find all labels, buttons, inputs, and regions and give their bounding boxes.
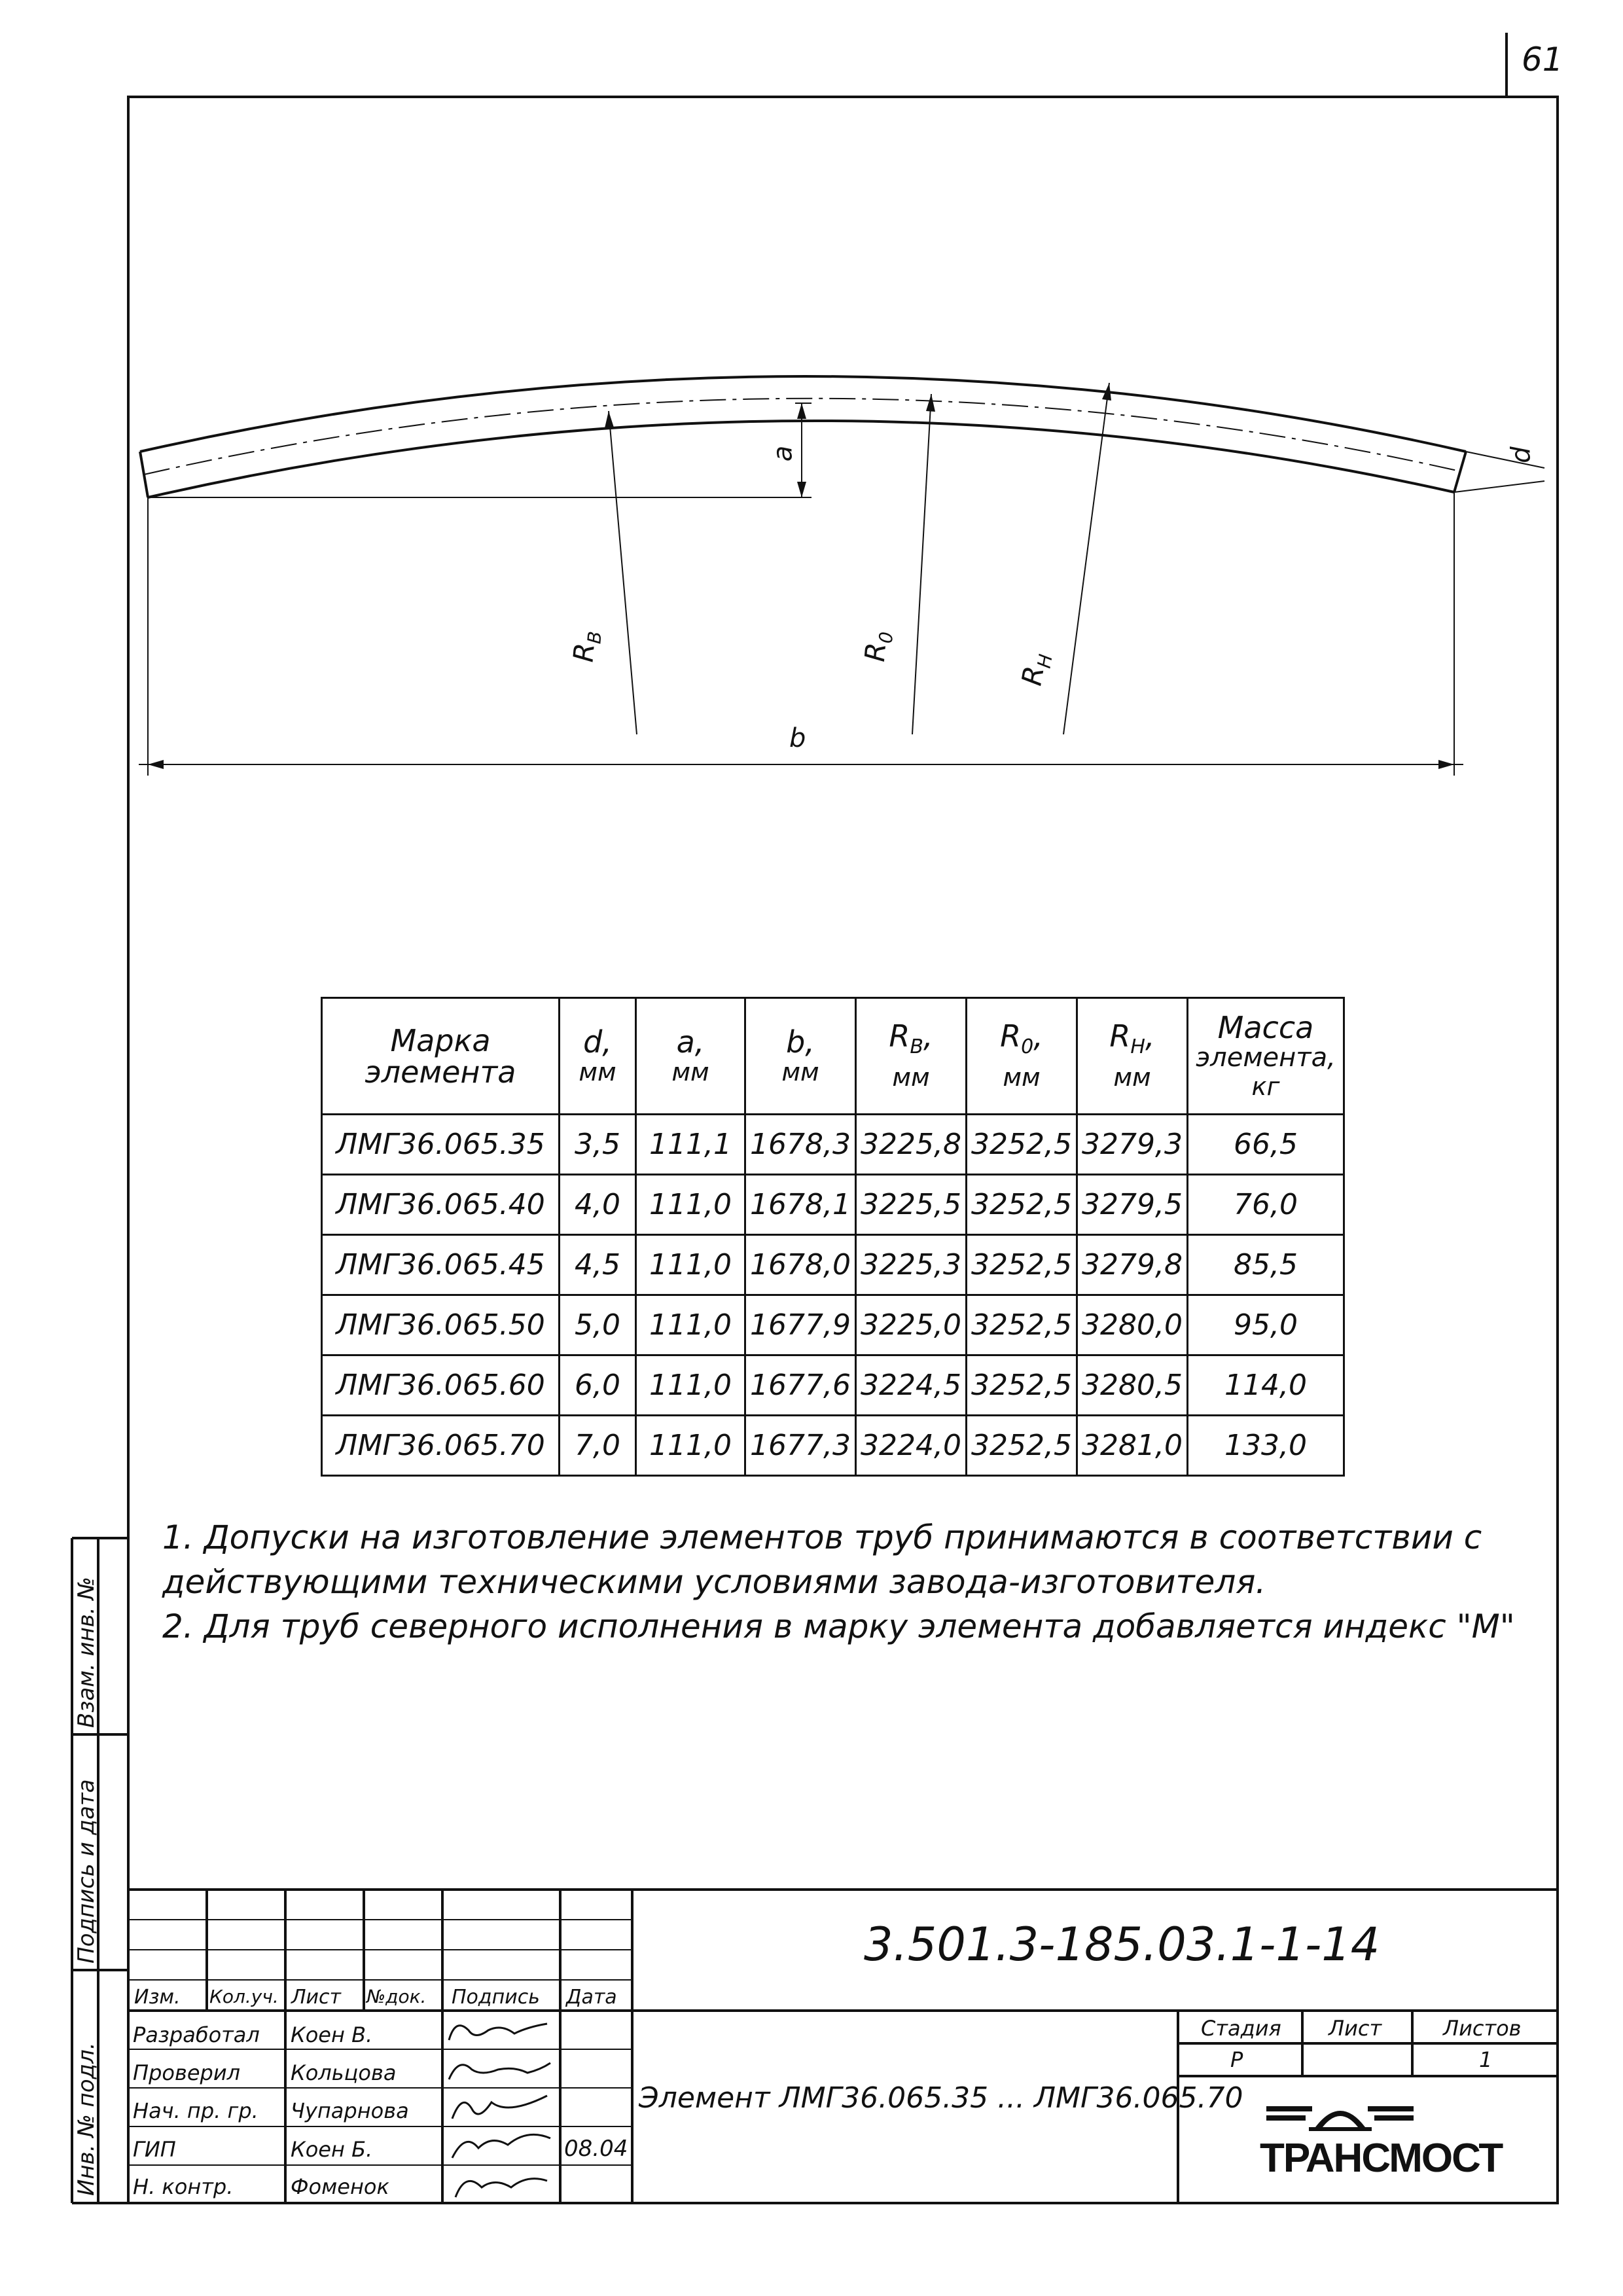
cell-d: 3,5 xyxy=(560,1115,636,1175)
signatures xyxy=(442,2011,560,2203)
header-b xyxy=(745,998,856,1115)
cell-mark: ЛМГ36.065.40 xyxy=(322,1175,560,1235)
cell-a: 111,0 xyxy=(636,1416,745,1476)
cell-rn: 3280,5 xyxy=(1077,1355,1188,1416)
radius-label-r0-sub: 0 xyxy=(874,630,898,645)
col-header-data: Дата xyxy=(566,1986,617,2009)
radius-label-rn-sub: Н xyxy=(1033,653,1057,670)
header-d-main: d, xyxy=(583,1024,612,1060)
cell-b: 1678,0 xyxy=(745,1235,856,1295)
header-rv-main xyxy=(857,1020,965,1063)
element-title: Элемент ЛМГ36.065.35 ... ЛМГ36.065.70 xyxy=(639,2081,1243,2115)
radius-label-r0 xyxy=(859,630,897,664)
col-header-koluch: Кол.уч. xyxy=(209,1986,279,2007)
table-row xyxy=(322,1416,1344,1476)
note-line-3: 2. Для труб северного исполнения в марку элемента добавляется индекс "М" xyxy=(162,1607,1515,1645)
name-proveril: Кольцова xyxy=(291,2060,397,2085)
header-r0-comma: , xyxy=(1033,1018,1043,1054)
radius-label-rn xyxy=(1015,650,1056,689)
cell-a: 111,0 xyxy=(636,1355,745,1416)
table-row xyxy=(322,1175,1344,1235)
cell-a: 111,0 xyxy=(636,1235,745,1295)
table-row xyxy=(322,1115,1344,1175)
cell-rv: 3224,0 xyxy=(856,1416,967,1476)
side-label-podpis-data: Подпись и дата xyxy=(73,1779,99,1964)
header-rn-unit: мм xyxy=(1113,1063,1151,1092)
cell-rv: 3224,5 xyxy=(856,1355,967,1416)
cell-mark: ЛМГ36.065.50 xyxy=(322,1295,560,1355)
stage-label: Стадия xyxy=(1201,2016,1281,2041)
cell-d: 5,0 xyxy=(560,1295,636,1355)
cell-rn: 3280,0 xyxy=(1077,1295,1188,1355)
cell-mass: 85,5 xyxy=(1188,1235,1344,1295)
header-mark-line2: элемента xyxy=(365,1054,516,1090)
header-rn-letter: R xyxy=(1109,1018,1131,1054)
header-mass-line2: элемента, xyxy=(1196,1042,1336,1073)
signature-4 xyxy=(452,2134,550,2158)
sheet-label: Лист xyxy=(1329,2016,1382,2041)
cell-rn: 3281,0 xyxy=(1077,1416,1188,1476)
radius-label-rv-sub: В xyxy=(583,630,606,645)
header-a-main: a, xyxy=(676,1024,705,1060)
document-code: 3.501.3-185.03.1-1-14 xyxy=(864,1918,1380,1971)
col-header-izm: Изм. xyxy=(134,1986,181,2009)
col-header-ndok: №док. xyxy=(366,1986,427,2007)
dimensions xyxy=(139,383,1544,776)
header-rv xyxy=(856,998,967,1115)
cell-d: 6,0 xyxy=(560,1355,636,1416)
side-label-vzam-inv: Взам. инв. № xyxy=(73,1577,99,1728)
role-nach-pr-gr: Нач. пр. гр. xyxy=(133,2098,259,2123)
header-mass-unit: кг xyxy=(1251,1071,1280,1101)
table-row xyxy=(322,1235,1344,1295)
cell-a: 111,1 xyxy=(636,1115,745,1175)
header-mark-line1: Марка xyxy=(390,1022,491,1058)
cell-rv: 3225,3 xyxy=(856,1235,967,1295)
cell-r0: 3252,5 xyxy=(967,1295,1077,1355)
header-rv-sub: В xyxy=(910,1035,923,1059)
role-proveril: Проверил xyxy=(133,2060,241,2085)
header-b-main: b, xyxy=(786,1024,815,1060)
note-line-2: действующими техническими условиями завода-изготовителя. xyxy=(162,1563,1266,1601)
cell-rn: 3279,5 xyxy=(1077,1175,1188,1235)
cell-mark: ЛМГ36.065.60 xyxy=(322,1355,560,1416)
cell-mass: 114,0 xyxy=(1188,1355,1344,1416)
signature-1 xyxy=(449,2024,547,2040)
sheet-number: 61 xyxy=(1522,41,1563,79)
dim-label-d: d xyxy=(1506,446,1537,463)
side-label-inv-podl: Инв. № подл. xyxy=(73,2042,99,2196)
name-nach-pr-gr: Чупарнова xyxy=(291,2098,409,2123)
header-b-unit: мм xyxy=(781,1057,819,1086)
sheets-label: Листов xyxy=(1443,2016,1522,2041)
role-gip: ГИП xyxy=(133,2137,176,2162)
note-line-1: 1. Допуски на изготовление элементов труб принимаются в соответствии с xyxy=(162,1518,1482,1556)
radius-label-rn-main: R xyxy=(1015,663,1050,689)
cell-d: 4,5 xyxy=(560,1235,636,1295)
cell-a: 111,0 xyxy=(636,1295,745,1355)
cell-d: 7,0 xyxy=(560,1416,636,1476)
date-gip: 08.04 xyxy=(564,2136,628,2162)
role-n-kontr: Н. контр. xyxy=(133,2174,234,2199)
name-gip: Коен Б. xyxy=(291,2137,373,2162)
cell-mass: 66,5 xyxy=(1188,1115,1344,1175)
header-mass xyxy=(1188,998,1344,1115)
table-header-row xyxy=(322,998,1344,1115)
cell-r0: 3252,5 xyxy=(967,1115,1077,1175)
header-d xyxy=(560,998,636,1115)
header-r0 xyxy=(967,998,1077,1115)
header-rv-unit: мм xyxy=(892,1063,930,1092)
cell-b: 1678,3 xyxy=(745,1115,856,1175)
cell-d: 4,0 xyxy=(560,1175,636,1235)
header-rn-comma: , xyxy=(1145,1018,1155,1054)
cell-r0: 3252,5 xyxy=(967,1355,1077,1416)
table-row xyxy=(322,1295,1344,1355)
col-header-podpis: Подпись xyxy=(452,1986,540,2009)
dim-label-a: a xyxy=(768,445,798,462)
cell-mark: ЛМГ36.065.35 xyxy=(322,1115,560,1175)
transmost-logo-mark xyxy=(1266,2106,1414,2131)
name-razrabotal: Коен В. xyxy=(291,2022,373,2047)
arc-element xyxy=(140,376,1466,497)
cell-r0: 3252,5 xyxy=(967,1175,1077,1235)
arc-right-end xyxy=(1454,452,1466,492)
radius-label-r0-main: R xyxy=(858,641,893,663)
header-r0-main xyxy=(967,1020,1076,1063)
header-mass-line1: Масса xyxy=(1217,1009,1314,1045)
table-row xyxy=(322,1355,1344,1416)
cell-rv: 3225,0 xyxy=(856,1295,967,1355)
header-rn xyxy=(1077,998,1188,1115)
cell-rn: 3279,3 xyxy=(1077,1115,1188,1175)
signature-3 xyxy=(452,2096,547,2119)
radius-label-rv xyxy=(567,629,606,664)
cell-b: 1677,9 xyxy=(745,1295,856,1355)
cell-a: 111,0 xyxy=(636,1175,745,1235)
cell-r0: 3252,5 xyxy=(967,1416,1077,1476)
element-spec-table xyxy=(321,997,1345,1477)
transmost-logo: ТРАНСМОСТ xyxy=(1260,2136,1503,2181)
radius-label-rv-main: R xyxy=(567,641,601,664)
sheets-value: 1 xyxy=(1479,2047,1493,2072)
header-rn-sub: Н xyxy=(1130,1035,1145,1059)
cell-rv: 3225,5 xyxy=(856,1175,967,1235)
header-mark xyxy=(322,998,560,1115)
header-a xyxy=(636,998,745,1115)
header-rv-comma: , xyxy=(923,1018,933,1054)
signature-5 xyxy=(455,2179,547,2197)
cell-b: 1678,1 xyxy=(745,1175,856,1235)
cell-rn: 3279,8 xyxy=(1077,1235,1188,1295)
cell-mass: 76,0 xyxy=(1188,1175,1344,1235)
stage-value: Р xyxy=(1230,2047,1243,2072)
header-r0-unit: мм xyxy=(1003,1063,1041,1092)
dim-label-b: b xyxy=(789,723,806,753)
cell-b: 1677,3 xyxy=(745,1416,856,1476)
header-r0-sub: 0 xyxy=(1021,1035,1034,1059)
header-d-unit: мм xyxy=(579,1057,616,1086)
cell-mark: ЛМГ36.065.45 xyxy=(322,1235,560,1295)
cell-mark: ЛМГ36.065.70 xyxy=(322,1416,560,1476)
header-rn-main xyxy=(1078,1020,1186,1063)
header-a-unit: мм xyxy=(671,1057,709,1086)
col-header-list: Лист xyxy=(291,1986,342,2009)
signature-2 xyxy=(449,2063,550,2079)
cell-rv: 3225,8 xyxy=(856,1115,967,1175)
name-n-kontr: Фоменок xyxy=(291,2174,389,2199)
cell-r0: 3252,5 xyxy=(967,1235,1077,1295)
header-r0-letter: R xyxy=(1000,1018,1022,1054)
header-rv-letter: R xyxy=(889,1018,910,1054)
role-razrabotal: Разработал xyxy=(133,2022,260,2047)
cell-mass: 95,0 xyxy=(1188,1295,1344,1355)
cell-mass: 133,0 xyxy=(1188,1416,1344,1476)
cell-b: 1677,6 xyxy=(745,1355,856,1416)
